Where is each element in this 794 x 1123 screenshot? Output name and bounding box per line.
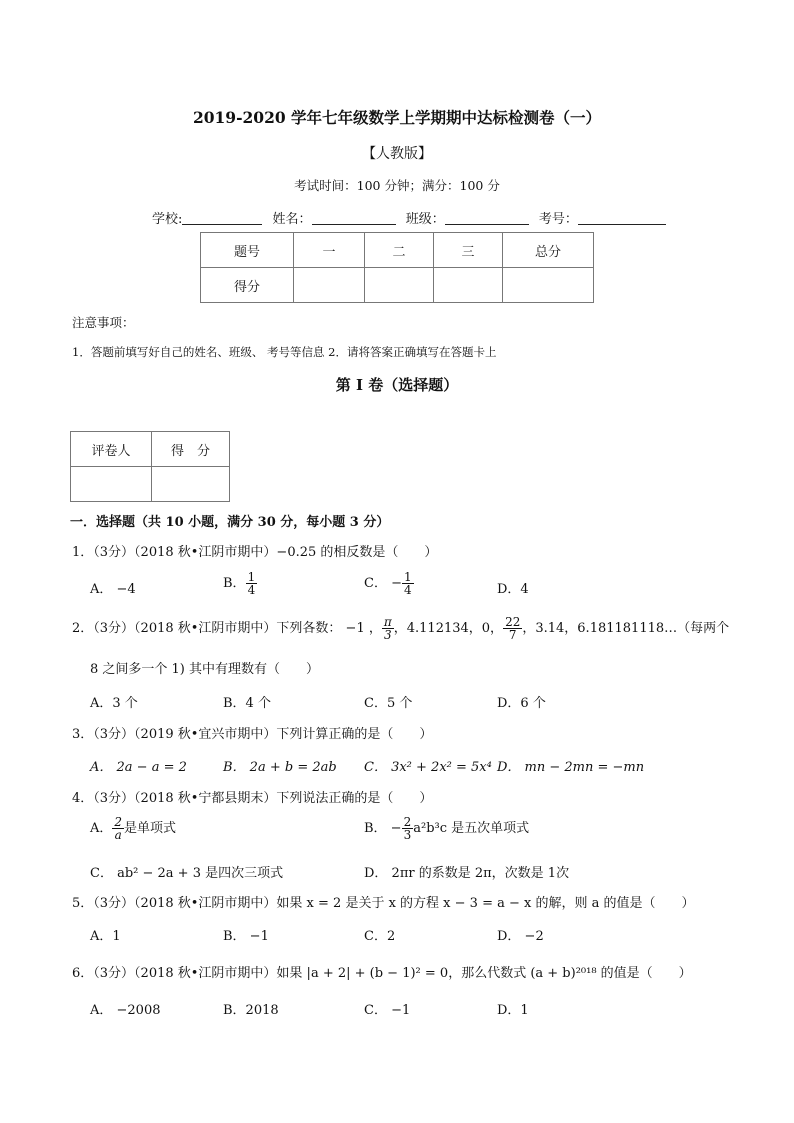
score-row-label: 得分: [201, 268, 294, 303]
q3-option-c: C． 3x² + 2x² = 5x⁴: [364, 760, 492, 775]
q5-option-a: A．1: [90, 929, 121, 944]
school-label: 学校:: [152, 212, 183, 227]
score-table-row: [201, 268, 594, 303]
exam-no-label: 考号：: [538, 212, 578, 227]
q1-option-b: B． $\frac{1}{4}$: [223, 570, 256, 597]
q5-option-b: B． −1: [223, 929, 269, 944]
name-label: 姓名：: [272, 212, 312, 227]
q3-option-b: B． 2a + b = 2ab: [223, 760, 337, 775]
notes-title: 注意事项：: [72, 315, 135, 330]
q1-option-c: C． − $\frac{1}{4}$: [364, 570, 412, 597]
question-1-stem: 1．（3分）（2018 秋•江阴市期中）−0.25 的相反数是（ ）: [72, 545, 438, 560]
score-cell: [503, 268, 594, 303]
q5-option-c: C．2: [364, 929, 396, 944]
grader-table: [70, 431, 230, 502]
section-title: 第 I 卷（选择题）: [335, 376, 459, 394]
name-blank: [312, 210, 396, 225]
question-6-stem: 6．（3分）（2018 秋•江阴市期中）如果 |a + 2| + (b − 1)² = 0，那么代数式 (a + b)²⁰¹⁸ 的值是（ ）: [72, 966, 692, 981]
school-blank: [182, 210, 262, 225]
notes-line: 1．答题前填写好自己的姓名、班级、 考号等信息 2．请将答案正确填写在答题卡上: [72, 345, 497, 359]
q6-option-a: A． −2008: [90, 1003, 161, 1018]
score-header-cell: 总分: [503, 233, 594, 268]
question-3-stem: 3．（3分）（2019 秋•宜兴市期中）下列计算正确的是（ ）: [72, 727, 433, 742]
class-blank: [445, 210, 529, 225]
exam-no-blank: [578, 210, 666, 225]
score-label: 得 分: [152, 432, 230, 467]
q2-option-d: D．6 个: [497, 696, 546, 711]
score-cell: [152, 467, 230, 502]
student-info-fields: [152, 208, 672, 227]
q4-option-d: D． 2πr 的系数是 2π，次数是 1次: [364, 866, 570, 881]
score-cell: [294, 268, 365, 303]
question-2-stem-line2: 8 之间多一个 1) 其中有理数有（ ）: [90, 662, 320, 677]
score-table: [200, 232, 594, 303]
edition-label: 【人教版】: [362, 146, 432, 162]
q2-option-a: A．3 个: [90, 696, 138, 711]
score-header-cell: 二: [365, 233, 434, 268]
exam-info: 考试时间：100 分钟；满分：100 分: [294, 178, 500, 193]
score-table-header-row: [201, 233, 594, 268]
question-4-stem: 4．（3分）（2018 秋•宁都县期末）下列说法正确的是（ ）: [72, 791, 433, 806]
score-cell: [434, 268, 503, 303]
question-5-stem: 5．（3分）（2018 秋•江阴市期中）如果 x = 2 是关于 x 的方程 x − 3 = a − x 的解，则 a 的值是（ ）: [72, 896, 695, 911]
class-label: 班级：: [405, 212, 445, 227]
q3-option-a: A． 2a − a = 2: [90, 760, 187, 775]
q6-option-c: C． −1: [364, 1003, 411, 1018]
q4-option-c: C． ab² − 2a + 3 是四次三项式: [90, 866, 284, 881]
q1-option-a: A． −4: [90, 582, 136, 597]
q3-option-d: D． mn − 2mn = −mn: [497, 760, 645, 775]
q2-option-b: B．4 个: [223, 696, 271, 711]
score-header-cell: 一: [294, 233, 365, 268]
score-header-cell: 三: [434, 233, 503, 268]
document-title: 2019-2020 学年七年级数学上学期期中达标检测卷（一）: [192, 108, 602, 127]
q4-option-b: B． − $\frac{2}{3}$ a²b³c 是五次单项式: [364, 815, 530, 842]
q6-option-b: B．2018: [223, 1003, 279, 1018]
question-2-stem: 2．（3分）（2018 秋•江阴市期中）下列各数： −1 ， $\frac{\pi}{3}$ ，4.112134，0， $\frac{22}{7}$ ，3.14，6.181181118…（每两个: [72, 615, 730, 642]
part-heading: 一．选择题（共 10 小题，满分 30 分，每小题 3 分）: [70, 515, 390, 530]
q5-option-d: D． −2: [497, 929, 544, 944]
grader-label: 评卷人: [71, 432, 152, 467]
score-header-cell: 题号: [201, 233, 294, 268]
q6-option-d: D．1: [497, 1003, 529, 1018]
q4-option-a: A． $\frac{2}{a}$ 是单项式: [90, 815, 177, 842]
grader-cell: [71, 467, 152, 502]
score-cell: [365, 268, 434, 303]
q1-option-d: D．4: [497, 582, 529, 597]
q2-option-c: C．5 个: [364, 696, 413, 711]
